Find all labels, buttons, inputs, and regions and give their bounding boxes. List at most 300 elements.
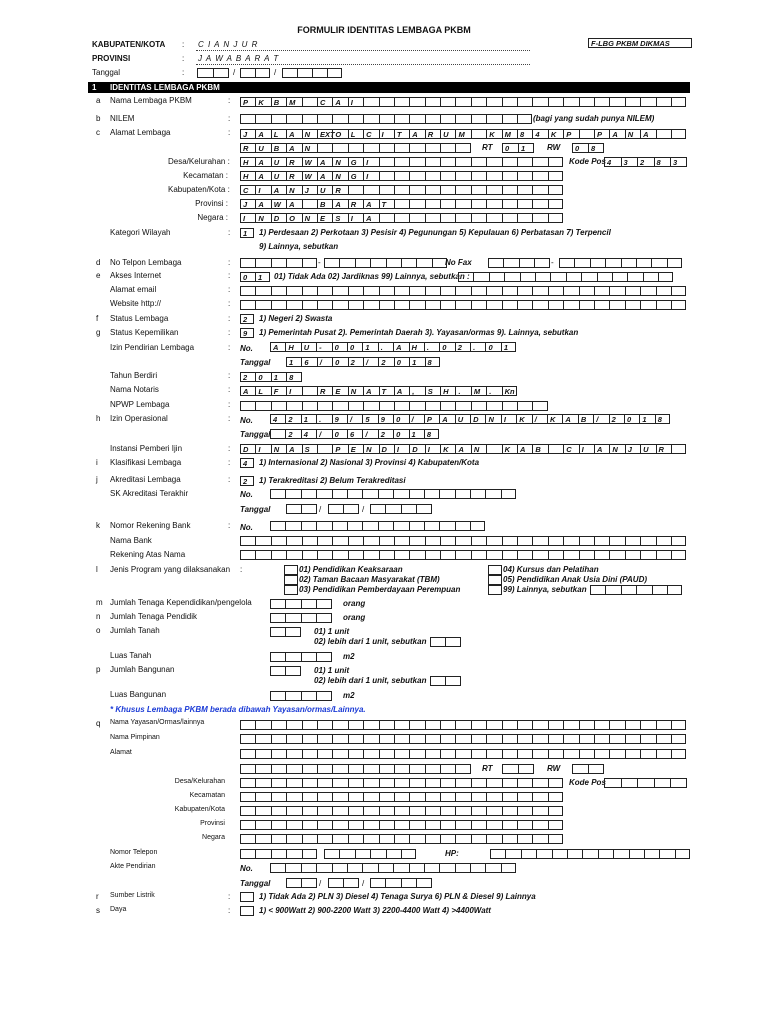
yayasan-alamat-2-cell[interactable]	[379, 764, 394, 774]
izin-op-no-input-cell[interactable]: I	[501, 414, 516, 424]
atasnama-input-cell[interactable]	[317, 550, 332, 560]
desa-input-cell[interactable]	[532, 157, 547, 167]
telpon-prefix-cell[interactable]	[255, 258, 270, 268]
bank-input-cell[interactable]	[271, 536, 286, 546]
yayasan-kabupaten-input-cell[interactable]	[532, 806, 547, 816]
website-input-cell[interactable]	[594, 300, 609, 310]
izin-no-input-cell[interactable]: .	[378, 342, 393, 352]
pimpinan-input-cell[interactable]	[302, 734, 317, 744]
izin-no-input-cell[interactable]: H	[285, 342, 300, 352]
nama-lembaga-input-cell[interactable]	[548, 97, 563, 107]
akses-lainnya-cell[interactable]	[504, 272, 519, 282]
instansi-input-cell[interactable]: B	[532, 444, 547, 454]
yayasan-provinsi-input-cell[interactable]	[394, 820, 409, 830]
rw-input-cell[interactable]: 8	[588, 143, 604, 153]
kecamatan-input-cell[interactable]	[425, 171, 440, 181]
jumlah-bangunan-input-cell[interactable]	[285, 666, 300, 676]
rekening-no-input-cell[interactable]	[393, 521, 408, 531]
website-input-cell[interactable]	[471, 300, 486, 310]
alamat-line1-cell[interactable]: T	[394, 129, 409, 139]
alamat-line1-cell[interactable]: N	[625, 129, 640, 139]
yayasan-kabupaten-input-cell[interactable]	[455, 806, 470, 816]
opt02-check[interactable]	[284, 575, 298, 585]
sk-no-input-cell[interactable]	[378, 489, 393, 499]
kabupaten-input-cell[interactable]	[348, 185, 363, 195]
instansi-input-cell[interactable]: N	[609, 444, 624, 454]
yayasan-input-cell[interactable]	[379, 720, 394, 730]
nama-lembaga-input-cell[interactable]	[640, 97, 655, 107]
kabupaten-input-cell[interactable]	[394, 185, 409, 195]
nama-lembaga-input-cell[interactable]	[409, 97, 424, 107]
provinsi-input-cell[interactable]: A	[286, 199, 301, 209]
alamat-line2-cell[interactable]	[317, 143, 332, 153]
yayasan-rw-cell[interactable]	[572, 764, 588, 774]
yayasan-telepon-prefix[interactable]	[240, 849, 317, 859]
tenaga-kependidikan-input-cell[interactable]	[301, 599, 316, 609]
npwp-input-cell[interactable]	[348, 401, 363, 411]
sk-day-cell[interactable]	[286, 504, 301, 514]
sk-year-cell[interactable]	[416, 504, 431, 514]
kabupaten-input-cell[interactable]	[455, 185, 470, 195]
akses-lainnya-cell[interactable]	[643, 272, 658, 282]
yayasan-input-cell[interactable]	[271, 720, 286, 730]
bank-input-cell[interactable]	[425, 536, 440, 546]
sk-no-input-cell[interactable]	[485, 489, 500, 499]
tenaga-kependidikan-input-cell[interactable]	[316, 599, 331, 609]
yayasan-negara-input-cell[interactable]	[486, 834, 501, 844]
desa-input-cell[interactable]: I	[363, 157, 378, 167]
bank-input-cell[interactable]	[594, 536, 609, 546]
npwp-input-cell[interactable]	[409, 401, 424, 411]
fax-number-cell[interactable]	[559, 258, 574, 268]
desa-input-cell[interactable]: N	[332, 157, 347, 167]
bank-input-cell[interactable]	[502, 536, 517, 546]
alamat-line1-cell[interactable]: P	[594, 129, 609, 139]
yayasan-negara-input-cell[interactable]	[348, 834, 363, 844]
yayasan-kabupaten-input-cell[interactable]	[317, 806, 332, 816]
yayasan-desa-input-cell[interactable]	[379, 778, 394, 788]
desa-input-cell[interactable]	[394, 157, 409, 167]
yayasan-alamat-1-cell[interactable]	[625, 749, 640, 759]
izin-op-tanggal-input-cell[interactable]: 0	[393, 429, 408, 439]
tenaga-kependidikan-input[interactable]	[270, 599, 332, 609]
yayasan-alamat-2-cell[interactable]	[363, 764, 378, 774]
yayasan-alamat-1-cell[interactable]	[240, 749, 255, 759]
atasnama-input-cell[interactable]	[563, 550, 578, 560]
sk-year-cell[interactable]	[385, 504, 400, 514]
negara-input-cell[interactable]: N	[302, 213, 317, 223]
yayasan-kecamatan-input-cell[interactable]	[455, 792, 470, 802]
nilem-input-cell[interactable]	[302, 114, 317, 124]
yayasan-alamat-1-cell[interactable]	[594, 749, 609, 759]
yayasan-desa-input-cell[interactable]	[394, 778, 409, 788]
atasnama-input[interactable]	[240, 550, 686, 560]
yayasan-telepon-number[interactable]	[324, 849, 416, 859]
yayasan-negara-input-cell[interactable]	[409, 834, 424, 844]
bank-input-cell[interactable]	[640, 536, 655, 546]
akses-input-cell[interactable]: 0	[240, 272, 255, 282]
website-input-cell[interactable]	[671, 300, 686, 310]
yayasan-kecamatan-input-cell[interactable]	[302, 792, 317, 802]
izin-no-input-cell[interactable]: 0	[439, 342, 454, 352]
kodepos-input-cell[interactable]: 4	[604, 157, 621, 167]
pimpinan-input-cell[interactable]	[348, 734, 363, 744]
atasnama-input-cell[interactable]	[240, 550, 255, 560]
bank-input-cell[interactable]	[440, 536, 455, 546]
desa-input-cell[interactable]	[502, 157, 517, 167]
fax-number-cell[interactable]	[667, 258, 682, 268]
negara-input-cell[interactable]	[379, 213, 394, 223]
yayasan-provinsi-input-cell[interactable]	[379, 820, 394, 830]
hp-input-cell[interactable]	[582, 849, 597, 859]
nilem-input-cell[interactable]	[348, 114, 363, 124]
website-input-cell[interactable]	[640, 300, 655, 310]
negara-input-cell[interactable]: I	[348, 213, 363, 223]
izin-op-tanggal-input[interactable]	[270, 429, 439, 439]
yayasan-kecamatan-input-cell[interactable]	[394, 792, 409, 802]
atasnama-input-cell[interactable]	[471, 550, 486, 560]
npwp-input-cell[interactable]	[440, 401, 455, 411]
yayasan-desa-input-cell[interactable]	[532, 778, 547, 788]
alamat-line1-cell[interactable]: 4	[532, 129, 547, 139]
instansi-input-cell[interactable]: R	[656, 444, 671, 454]
yayasan-kabupaten-input-cell[interactable]	[332, 806, 347, 816]
email-input-cell[interactable]	[594, 286, 609, 296]
akte-day-cell[interactable]	[301, 878, 316, 888]
yayasan-provinsi-input-cell[interactable]	[532, 820, 547, 830]
alamat-line1-cell[interactable]: U	[440, 129, 455, 139]
izin-no-input-cell[interactable]: -	[316, 342, 331, 352]
provinsi-input-cell[interactable]: R	[348, 199, 363, 209]
negara-input-cell[interactable]	[532, 213, 547, 223]
yayasan-kabupaten-input-cell[interactable]	[517, 806, 532, 816]
bank-input-cell[interactable]	[394, 536, 409, 546]
instansi-input-cell[interactable]: K	[440, 444, 455, 454]
yayasan-alamat-1-cell[interactable]	[379, 749, 394, 759]
notaris-input-cell[interactable]: S	[425, 386, 440, 396]
akses-lainnya-cell[interactable]	[489, 272, 504, 282]
sk-day-cell[interactable]	[301, 504, 316, 514]
yayasan-kecamatan-input-cell[interactable]	[502, 792, 517, 802]
email-input-cell[interactable]	[332, 286, 347, 296]
alamat-line1-cell[interactable]: A	[609, 129, 624, 139]
izin-op-no-input-cell[interactable]: A	[439, 414, 454, 424]
yayasan-provinsi-input-cell[interactable]	[409, 820, 424, 830]
alamat-line1-cell[interactable]: A	[640, 129, 655, 139]
email-input-cell[interactable]	[317, 286, 332, 296]
instansi-input-cell[interactable]: K	[502, 444, 517, 454]
npwp-input-cell[interactable]	[532, 401, 547, 411]
website-input-cell[interactable]	[579, 300, 594, 310]
kecamatan-input-cell[interactable]	[548, 171, 563, 181]
izin-op-no-input-cell[interactable]: 4	[270, 414, 285, 424]
akte-no-input-cell[interactable]	[424, 863, 439, 873]
pimpinan-input-cell[interactable]	[317, 734, 332, 744]
instansi-input-cell[interactable]: A	[455, 444, 470, 454]
bank-input-cell[interactable]	[317, 536, 332, 546]
yayasan-alamat-2-cell[interactable]	[332, 764, 347, 774]
yayasan-alamat-1-cell[interactable]	[363, 749, 378, 759]
yayasan-kecamatan-input-cell[interactable]	[332, 792, 347, 802]
alamat-line1-cell[interactable]: J	[240, 129, 255, 139]
luas-tanah-input[interactable]	[270, 652, 332, 662]
opt01-check[interactable]	[284, 565, 298, 575]
nilem-input-cell[interactable]	[332, 114, 347, 124]
kodepos-input-cell[interactable]: 3	[670, 157, 687, 167]
izin-op-no-input-cell[interactable]: /	[347, 414, 362, 424]
kabupaten-input-cell[interactable]	[502, 185, 517, 195]
alamat-line2-cell[interactable]: N	[302, 143, 317, 153]
akreditasi-input[interactable]: 2	[240, 476, 254, 486]
desa-input-cell[interactable]: G	[348, 157, 363, 167]
yayasan-alamat-2[interactable]	[240, 764, 471, 774]
yayasan-input-cell[interactable]	[594, 720, 609, 730]
status-input[interactable]: 2	[240, 314, 254, 324]
provinsi-input-cell[interactable]	[394, 199, 409, 209]
akte-day[interactable]	[286, 878, 317, 888]
nama-lembaga-input-cell[interactable]	[425, 97, 440, 107]
notaris-input[interactable]	[240, 386, 517, 396]
website-input-cell[interactable]	[486, 300, 501, 310]
bank-input-cell[interactable]	[302, 536, 317, 546]
yayasan-kabupaten-input-cell[interactable]	[486, 806, 501, 816]
bank-input-cell[interactable]	[332, 536, 347, 546]
pimpinan-input-cell[interactable]	[640, 734, 655, 744]
yayasan-input-cell[interactable]	[240, 720, 255, 730]
npwp-input-cell[interactable]	[486, 401, 501, 411]
email-input-cell[interactable]	[240, 286, 255, 296]
website-input-cell[interactable]	[394, 300, 409, 310]
instansi-input-cell[interactable]: E	[348, 444, 363, 454]
fax-number-cell[interactable]	[574, 258, 589, 268]
akte-no-input-cell[interactable]	[347, 863, 362, 873]
kabupaten-input[interactable]	[240, 185, 563, 195]
yayasan-alamat-2-cell[interactable]	[271, 764, 286, 774]
nama-lembaga-input-cell[interactable]: K	[255, 97, 270, 107]
jumlah-tanah-input-cell[interactable]	[285, 627, 300, 637]
rekening-no-input-cell[interactable]	[285, 521, 300, 531]
yayasan-alamat-2-cell[interactable]	[302, 764, 317, 774]
bank-input-cell[interactable]	[625, 536, 640, 546]
yayasan-negara-input-cell[interactable]	[532, 834, 547, 844]
kecamatan-input-cell[interactable]	[532, 171, 547, 181]
website-input-cell[interactable]	[625, 300, 640, 310]
akte-no-input-cell[interactable]	[332, 863, 347, 873]
izin-op-no-input-cell[interactable]: 8	[655, 414, 670, 424]
yayasan-kodepos-cell[interactable]	[654, 778, 671, 788]
provinsi-input-cell[interactable]: B	[317, 199, 332, 209]
hp-input-cell[interactable]	[567, 849, 582, 859]
yayasan-alamat-1-cell[interactable]	[394, 749, 409, 759]
yayasan-kecamatan-input-cell[interactable]	[471, 792, 486, 802]
instansi-input[interactable]	[240, 444, 686, 454]
email-input-cell[interactable]	[532, 286, 547, 296]
email-input-cell[interactable]	[471, 286, 486, 296]
rt-input-cell[interactable]: 0	[502, 143, 518, 153]
yayasan-alamat-2-cell[interactable]	[425, 764, 440, 774]
provinsi-input-cell[interactable]	[440, 199, 455, 209]
yayasan-desa-input-cell[interactable]	[517, 778, 532, 788]
listrik-input[interactable]	[240, 892, 254, 902]
akte-no-input[interactable]	[270, 863, 516, 873]
izin-no-input-cell[interactable]: 0	[332, 342, 347, 352]
akte-year-cell[interactable]	[370, 878, 385, 888]
telpon-number-cell[interactable]	[416, 258, 431, 268]
alamat-line1-cell[interactable]	[579, 129, 594, 139]
yayasan-input-cell[interactable]	[455, 720, 470, 730]
negara-input-cell[interactable]: D	[271, 213, 286, 223]
atasnama-input-cell[interactable]	[594, 550, 609, 560]
kecamatan-input-cell[interactable]	[440, 171, 455, 181]
negara-input-cell[interactable]	[409, 213, 424, 223]
npwp-input-cell[interactable]	[317, 401, 332, 411]
yayasan-input-cell[interactable]	[286, 720, 301, 730]
bank-input-cell[interactable]	[455, 536, 470, 546]
telpon-number-cell[interactable]	[370, 258, 385, 268]
alamat-line2-cell[interactable]	[455, 143, 470, 153]
atasnama-input-cell[interactable]	[625, 550, 640, 560]
yayasan-desa-input-cell[interactable]	[471, 778, 486, 788]
pimpinan-input-cell[interactable]	[425, 734, 440, 744]
notaris-input-cell[interactable]: .	[486, 386, 501, 396]
sk-month-cell[interactable]	[328, 504, 343, 514]
sk-no-input-cell[interactable]	[409, 489, 424, 499]
email-input-cell[interactable]	[271, 286, 286, 296]
izin-no-input-cell[interactable]: 0	[485, 342, 500, 352]
yayasan-desa-input[interactable]	[240, 778, 563, 788]
sk-year-cell[interactable]	[370, 504, 385, 514]
yayasan-provinsi-input-cell[interactable]	[548, 820, 563, 830]
akses-lainnya-cell[interactable]	[520, 272, 535, 282]
nilem-input-cell[interactable]	[363, 114, 378, 124]
yayasan-negara-input-cell[interactable]	[317, 834, 332, 844]
rekening-no-input-cell[interactable]	[424, 521, 439, 531]
negara-input-cell[interactable]	[455, 213, 470, 223]
npwp-input-cell[interactable]	[240, 401, 255, 411]
hp-input-cell[interactable]	[644, 849, 659, 859]
izin-op-no-input-cell[interactable]: U	[455, 414, 470, 424]
tenaga-kependidikan-input-cell[interactable]	[270, 599, 285, 609]
yayasan-desa-input-cell[interactable]	[317, 778, 332, 788]
kategori-input[interactable]: 1	[240, 228, 254, 238]
rekening-no-input-cell[interactable]	[332, 521, 347, 531]
nama-lembaga-input[interactable]	[240, 97, 686, 107]
rekening-no-input-cell[interactable]	[455, 521, 470, 531]
alamat-line2-cell[interactable]: A	[286, 143, 301, 153]
yayasan-provinsi-input-cell[interactable]	[317, 820, 332, 830]
yayasan-negara-input-cell[interactable]	[455, 834, 470, 844]
email-input-cell[interactable]	[455, 286, 470, 296]
izin-op-no-input-cell[interactable]: /	[593, 414, 608, 424]
instansi-input-cell[interactable]: A	[594, 444, 609, 454]
akte-no-input-cell[interactable]	[378, 863, 393, 873]
email-input-cell[interactable]	[363, 286, 378, 296]
alamat-line1-cell[interactable]: P	[563, 129, 578, 139]
alamat-line2-cell[interactable]: R	[240, 143, 255, 153]
akses-lainnya-cell[interactable]	[612, 272, 627, 282]
provinsi-input-cell[interactable]: W	[271, 199, 286, 209]
nama-lembaga-input-cell[interactable]	[579, 97, 594, 107]
yayasan-input-cell[interactable]	[579, 720, 594, 730]
yayasan-kecamatan-input-cell[interactable]	[532, 792, 547, 802]
alamat-line1-cell[interactable]: A	[255, 129, 270, 139]
yayasan-kabupaten-input-cell[interactable]	[440, 806, 455, 816]
yayasan-negara-input-cell[interactable]	[517, 834, 532, 844]
yayasan-desa-input-cell[interactable]	[548, 778, 563, 788]
yayasan-kecamatan-input-cell[interactable]	[409, 792, 424, 802]
alamat-line1-cell[interactable]: N	[302, 129, 317, 139]
fax-number-cell[interactable]	[651, 258, 666, 268]
nilem-input-cell[interactable]	[286, 114, 301, 124]
instansi-input-cell[interactable]: J	[625, 444, 640, 454]
izin-op-tanggal-input-cell[interactable]: 8	[424, 429, 439, 439]
izin-op-no-input-cell[interactable]: A	[562, 414, 577, 424]
npwp-input-cell[interactable]	[517, 401, 532, 411]
nama-lembaga-input-cell[interactable]: B	[271, 97, 286, 107]
fax-number-cell[interactable]	[605, 258, 620, 268]
nilem-input-cell[interactable]	[471, 114, 486, 124]
pimpinan-input-cell[interactable]	[363, 734, 378, 744]
pimpinan-input-cell[interactable]	[671, 734, 686, 744]
izin-tanggal-input-cell[interactable]: 2	[348, 357, 363, 367]
yayasan-provinsi-input-cell[interactable]	[425, 820, 440, 830]
negara-input-cell[interactable]: I	[240, 213, 255, 223]
yayasan-kecamatan-input-cell[interactable]	[363, 792, 378, 802]
alamat-line2-cell[interactable]	[425, 143, 440, 153]
website-input-cell[interactable]	[271, 300, 286, 310]
sk-year-cell[interactable]	[401, 504, 416, 514]
yayasan-provinsi-input-cell[interactable]	[440, 820, 455, 830]
hp-input-cell[interactable]	[629, 849, 644, 859]
sk-no-input-cell[interactable]	[270, 489, 285, 499]
izin-op-no-input-cell[interactable]: 1	[639, 414, 654, 424]
akte-no-input-cell[interactable]	[316, 863, 331, 873]
yayasan-kecamatan-input-cell[interactable]	[286, 792, 301, 802]
atasnama-input-cell[interactable]	[579, 550, 594, 560]
tahun-input[interactable]	[240, 372, 302, 382]
yayasan-alamat-1-cell[interactable]	[302, 749, 317, 759]
atasnama-input-cell[interactable]	[255, 550, 270, 560]
yayasan-kecamatan-input-cell[interactable]	[348, 792, 363, 802]
yayasan-kabupaten-input-cell[interactable]	[471, 806, 486, 816]
kabupaten-input-cell[interactable]	[379, 185, 394, 195]
yayasan-negara-input-cell[interactable]	[440, 834, 455, 844]
akte-no-input-cell[interactable]	[301, 863, 316, 873]
kecamatan-input-cell[interactable]	[379, 171, 394, 181]
yayasan-provinsi-input-cell[interactable]	[486, 820, 501, 830]
luas-bangunan-input-cell[interactable]	[301, 691, 316, 701]
luas-bangunan-input-cell[interactable]	[316, 691, 331, 701]
provinsi-input-cell[interactable]: A	[332, 199, 347, 209]
negara-input-cell[interactable]	[486, 213, 501, 223]
izin-op-no-input-cell[interactable]: 9	[332, 414, 347, 424]
akte-no-input-cell[interactable]	[362, 863, 377, 873]
tenaga-pendidik-input[interactable]	[270, 613, 332, 623]
alamat-line2-cell[interactable]	[363, 143, 378, 153]
akses-lainnya-cell[interactable]	[535, 272, 550, 282]
izin-no-input-cell[interactable]: A	[393, 342, 408, 352]
izin-tanggal-input-cell[interactable]: 2	[378, 357, 393, 367]
kabupaten-input-cell[interactable]: J	[302, 185, 317, 195]
opt99-check[interactable]	[488, 585, 502, 595]
email-input-cell[interactable]	[394, 286, 409, 296]
alamat-line2-cell[interactable]	[332, 143, 347, 153]
yayasan-input-cell[interactable]	[609, 720, 624, 730]
nilem-input-cell[interactable]	[317, 114, 332, 124]
website-input-cell[interactable]	[240, 300, 255, 310]
yayasan-alamat-2-cell[interactable]	[317, 764, 332, 774]
izin-tanggal-input-cell[interactable]: /	[317, 357, 332, 367]
